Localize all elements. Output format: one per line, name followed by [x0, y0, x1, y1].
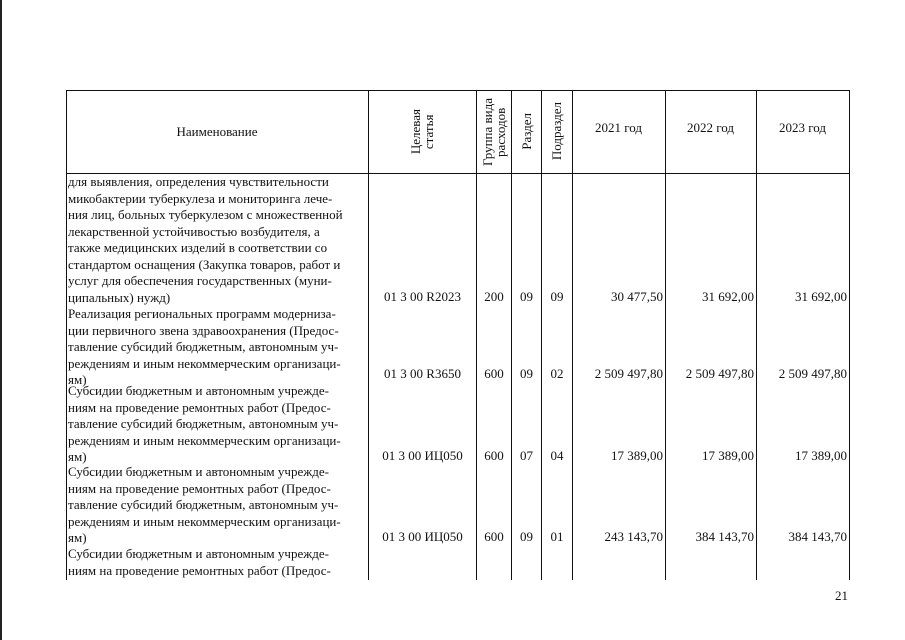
- row-2-value-2022: 2 509 497,80: [685, 366, 754, 381]
- header-year-2023: 2023 год: [779, 120, 826, 135]
- row-3-value-2023: 17 389,00: [795, 448, 847, 463]
- row-3-section: 07: [520, 448, 533, 463]
- row-4-code: 01 3 00 ИЦ050: [382, 529, 463, 544]
- row-4-description: Субсидии бюджетным и автономным учрежде- ниям на проведение ремонтных работ (Предос- тавление субсидий бюджетным, автономным уч- реждениям и иным некоммерческим организаци- ям): [68, 464, 341, 545]
- row-4-group: 600: [484, 529, 504, 544]
- row-3-description: Субсидии бюджетным и автономным учрежде- ниям на проведение ремонтных работ (Предос- тавление субсидий бюджетным, автономным уч- реждениям и иным некоммерческим организаци- ям): [68, 383, 341, 464]
- row-3-value-2022: 17 389,00: [702, 448, 754, 463]
- row-1-description: для выявления, определения чувствительности микобактерии туберкулеза и мониторинга лече- ния лиц, больных туберкулезом с множественной лекарственной устойчивостью возбудителя, а также медицинских изделий в соответствии со стандартом оснащения (Закупка товаров, работ и услуг для обеспечения государственных (муни- ципальных) нужд): [68, 174, 343, 305]
- row-3-code: 01 3 00 ИЦ050: [382, 448, 463, 463]
- row-3-value-2021: 17 389,00: [611, 448, 663, 463]
- row-4-value-2021: 243 143,70: [604, 529, 663, 544]
- header-year-2022: 2022 год: [687, 120, 734, 135]
- page-number: 21: [835, 588, 848, 603]
- row-1-subsection: 09: [550, 289, 564, 304]
- row-1-code: 01 3 00 R2023: [384, 289, 461, 304]
- row-1-value-2022: 31 692,00: [702, 289, 754, 304]
- budget-table: [66, 90, 850, 580]
- row-2-code: 01 3 00 R3650: [384, 366, 461, 381]
- header-subsection: Подраздел: [549, 102, 564, 161]
- row-1-section: 09: [520, 289, 533, 304]
- header-name: Наименование: [176, 123, 258, 139]
- col-border-8: [849, 90, 850, 580]
- row-3-subsection: 04: [550, 448, 564, 463]
- row-2-value-2021: 2 509 497,80: [594, 366, 663, 381]
- row-2-group: 600: [484, 366, 504, 381]
- row-4-section: 09: [520, 529, 533, 544]
- row-2-subsection: 02: [550, 366, 564, 381]
- row-5-description: Субсидии бюджетным и автономным учрежде- ниям на проведение ремонтных работ (Предос-: [68, 546, 331, 578]
- header-target-article: Целевая статья: [408, 108, 436, 155]
- row-4-value-2022: 384 143,70: [695, 529, 754, 544]
- row-3-group: 600: [484, 448, 504, 463]
- row-4-subsection: 01: [550, 529, 564, 544]
- row-2-section: 09: [520, 366, 533, 381]
- row-1-value-2023: 31 692,00: [795, 289, 847, 304]
- row-4-value-2023: 384 143,70: [788, 529, 847, 544]
- header-section: Раздел: [518, 113, 534, 150]
- row-2-value-2023: 2 509 497,80: [778, 366, 847, 381]
- header-expense-group: Группа вида расходов: [479, 97, 508, 166]
- header-year-2021: 2021 год: [595, 120, 642, 135]
- row-1-group: 200: [484, 289, 504, 304]
- page-left-edge: [0, 0, 2, 640]
- row-2-description: Реализация региональных программ модерниза- ции первичного звена здравоохранения (Предос- тавление субсидий бюджетным, автономным уч- реждениям и иным некоммерческим организаци- ям): [68, 306, 341, 387]
- row-1-value-2021: 30 477,50: [611, 289, 663, 304]
